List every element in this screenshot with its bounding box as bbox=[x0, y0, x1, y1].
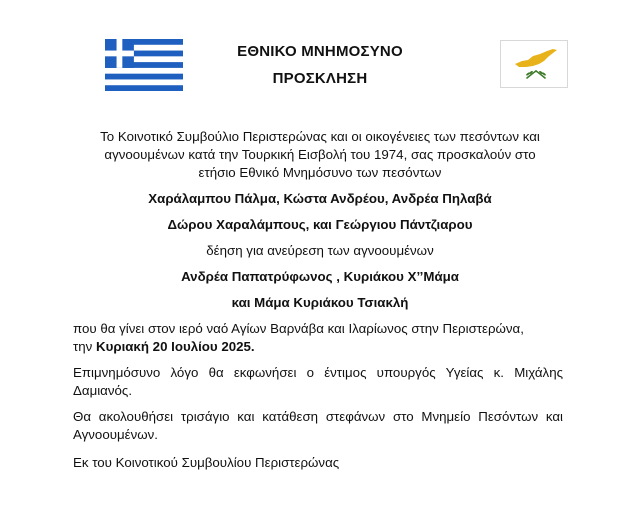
page-title: ΕΘΝΙΚΟ ΜΝΗΜΟΣΥΝΟ bbox=[237, 43, 403, 60]
date-prefix: την bbox=[73, 339, 96, 354]
intro-line-1: Το Κοινοτικό Συμβούλιο Περιστερώνας και οι οικογένειες των πεσόντων και bbox=[100, 129, 540, 144]
intro-line-3: ετήσιο Εθνικό Μνημόσυνο των πεσόντων bbox=[198, 165, 442, 180]
missing-names-line-1: Ανδρέα Παπατρύφωνος , Κυριάκου Χ’’Μάμα bbox=[181, 269, 459, 284]
wreath-paragraph: Θα ακολουθήσει τρισάγιο και κατάθεση στεφάνων στο Μνημείο Πεσόντων και Αγνοουμένων. bbox=[73, 409, 563, 442]
missing-names-line-2: και Μάμα Κυριάκου Τσιακλή bbox=[231, 295, 409, 310]
date-line bbox=[73, 338, 563, 356]
signature-line: Εκ του Κοινοτικού Συμβουλίου Περιστερώνας bbox=[73, 455, 340, 470]
cyprus-flag-icon bbox=[500, 40, 568, 88]
intro-line-2: αγνοουμένων κατά την Τουρκική Εισβολή του 1974, σας προσκαλούν στο bbox=[104, 147, 536, 162]
page-subtitle: ΠΡΟΣΚΛΗΣΗ bbox=[272, 70, 368, 87]
fallen-names-line-2: Δώρου Χαραλάμπους, και Γεώργιου Πάντζιαρου bbox=[167, 217, 473, 232]
church-line: που θα γίνει στον ιερό ναό Αγίων Βαρνάβα και Ιλαρίωνος στην Περιστερώνα, bbox=[73, 321, 524, 336]
prayer-line: δέηση για ανεύρεση των αγνοουμένων bbox=[206, 243, 434, 258]
fallen-names-line-1: Χαράλαμπου Πάλμα, Κώστα Ανδρέου, Ανδρέα Πηλαβά bbox=[148, 191, 492, 206]
speech-paragraph: Επιμνημόσυνο λόγο θα εκφωνήσει ο έντιμος υπουργός Υγείας κ. Μιχάλης Δαμιανός. bbox=[73, 365, 563, 398]
event-date: Κυριακή 20 Ιουλίου 2025. bbox=[96, 339, 255, 354]
